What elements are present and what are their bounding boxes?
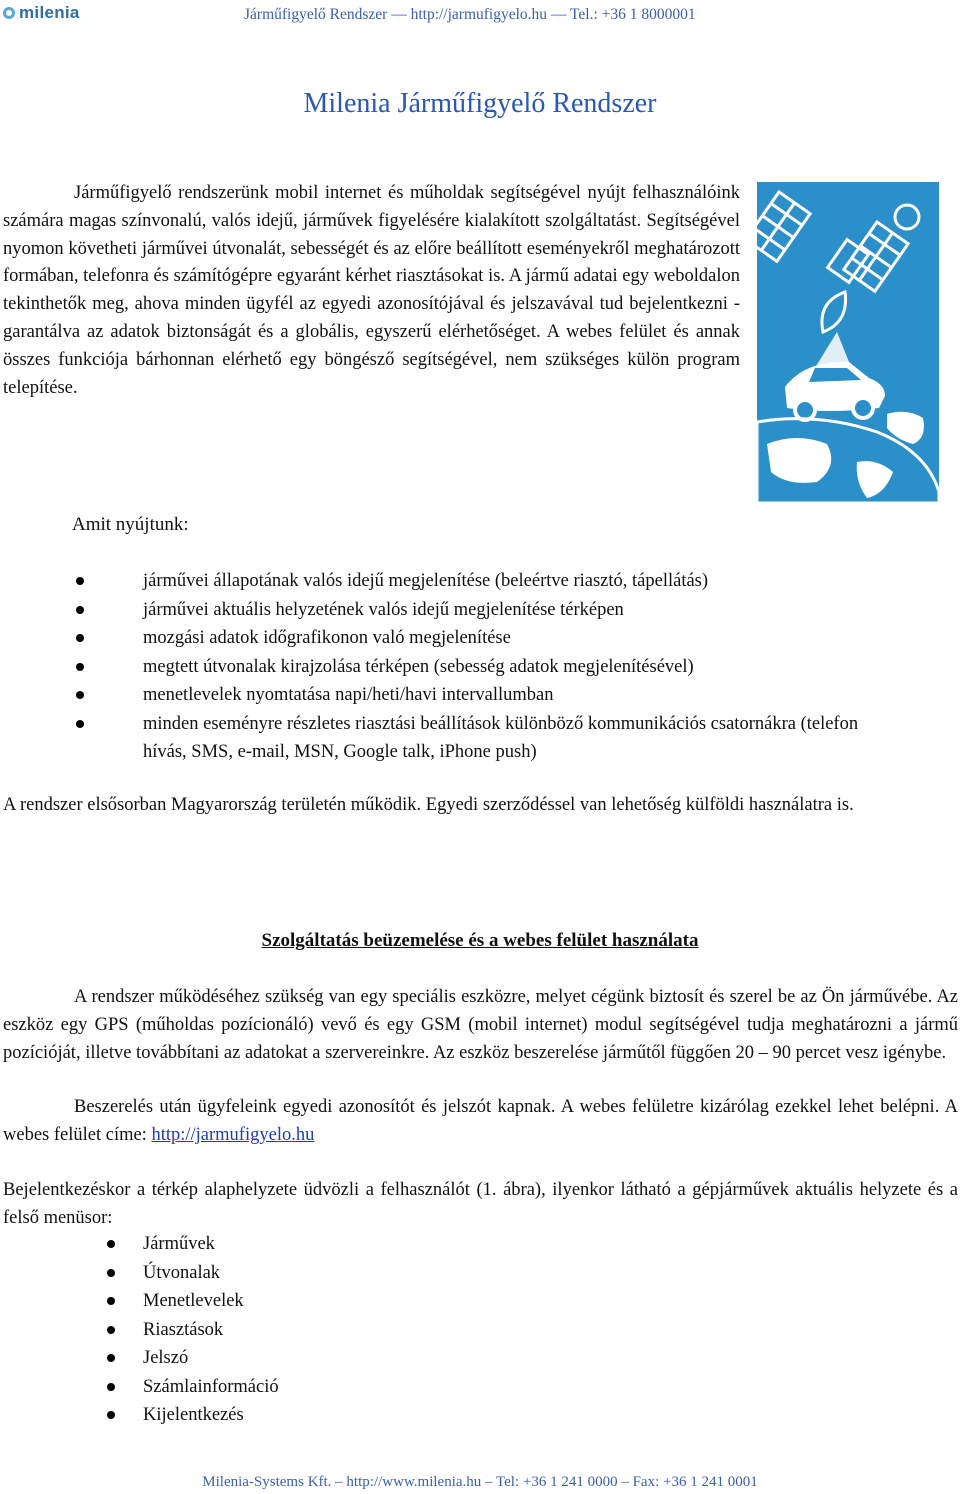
list-item	[143, 1316, 543, 1345]
logo	[2, 2, 80, 24]
offers-list	[143, 567, 883, 767]
bullet-icon	[76, 663, 84, 671]
list-item-text: Számlainformáció	[143, 1376, 279, 1397]
bullet-icon	[107, 1383, 115, 1391]
list-item	[143, 1259, 543, 1288]
logo-text: milenia	[19, 3, 80, 22]
list-item-text: Járművek	[143, 1234, 215, 1254]
list-item	[143, 624, 883, 653]
bullet-icon	[76, 577, 84, 585]
running-head: Járműfigyelő Rendszer — http://jarmufigyelo.hu — Tel.: +36 1 8000001	[244, 6, 696, 23]
installation-paragraph	[3, 984, 958, 1067]
list-item-text: Útvonalak	[143, 1262, 221, 1283]
list-item-text: Menetlevelek	[143, 1291, 244, 1311]
bullet-icon	[76, 720, 84, 728]
bullet-icon	[107, 1411, 115, 1419]
bullet-icon	[107, 1269, 115, 1277]
bullet-icon	[76, 634, 84, 642]
intro-paragraph	[3, 180, 740, 402]
list-item-text: mozgási adatok időgrafikonon való megjelenítése	[143, 628, 511, 648]
coverage-paragraph: A rendszer elsősorban Magyarország területén működik. Egyedi szerződéssel van lehetőség külföldi használatra is.	[3, 795, 854, 815]
list-item-text: járművei állapotának valós idejű megjelenítése (beleértve riasztó, tápellátás)	[143, 571, 709, 591]
bullet-icon	[107, 1297, 115, 1305]
list-item-text: menetlevelek nyomtatása napi/heti/havi intervallumban	[143, 685, 554, 705]
list-item	[143, 710, 883, 767]
list-item	[143, 1373, 543, 1402]
list-item	[143, 567, 883, 596]
bullet-icon	[107, 1326, 115, 1334]
section-heading: Szolgáltatás beüzemelése és a webes felület használata	[261, 930, 699, 951]
footer: Milenia-Systems Kft. – http://www.milenia.hu – Tel: +36 1 241 0000 – Fax: +36 1 241 0001	[202, 1474, 758, 1490]
menu-list	[143, 1230, 543, 1430]
login-text: Beszerelés után ügyfeleink egyedi azonosítót és jelszót kapnak. A webes felületre kizárólag ezekkel lehet belépni. A webes felület címe:	[3, 1097, 958, 1145]
offers-heading: Amit nyújtunk:	[72, 514, 189, 535]
list-item	[143, 596, 883, 625]
list-item-text: minden eseményre részletes riasztási beállítások különböző kommunikációs csatornákra (telefon hívás, SMS, e-mail, MSN, Google talk, iPhone push)	[143, 713, 859, 762]
list-item-text: megtett útvonalak kirajzolása térképen (sebesség adatok megjelenítésével)	[143, 656, 694, 677]
list-item	[143, 653, 883, 682]
list-item-text: Jelszó	[143, 1348, 189, 1368]
list-item	[143, 1287, 543, 1316]
bullet-icon	[107, 1240, 115, 1248]
list-item	[143, 1230, 543, 1259]
page-title: Milenia Járműfigyelő Rendszer	[303, 88, 657, 119]
bullet-icon	[76, 691, 84, 699]
satellite-car-icon	[757, 182, 939, 503]
list-item	[143, 681, 883, 710]
intro-text: Járműfigyelő rendszerünk mobil internet és műholdak segítségével nyújt felhasználóink számára magas színvonalú, valós idejű, járművek figyelésére kialakított szolgáltatást. Segítségével nyomon követheti járművei útvonalát, sebességét és az előre beállított eseményekről meghatározott formában, telefonra és számítógépre egyaránt kérhet riasztásokat is. A jármű adatai egy weboldalon tekinthetők meg, ahova minden ügyfél az egyedi azonosítójával és jelszavával tud bejelentkezni - garantálva az adatok biztonságát és a globális, egyszerű elérhetőséget. A webes felület és annak összes funkciója bárhonnan elérhető egy böngésző segítségével, nem szükséges külön program telepítése.	[3, 183, 740, 398]
list-item	[143, 1344, 543, 1373]
hero-illustration	[757, 182, 939, 503]
bullet-icon	[76, 606, 84, 614]
list-item-text: Kijelentkezés	[143, 1405, 244, 1425]
login-paragraph	[3, 1094, 958, 1150]
list-item-text: járművei aktuális helyzetének valós idejű megjelenítése térképen	[143, 599, 624, 620]
list-item	[143, 1401, 543, 1430]
installation-text: A rendszer működéséhez szükség van egy speciális eszközre, melyet cégünk biztosít és szerel be az Ön járművébe. Az eszköz egy GPS (műholdas pozícionáló) vevő és egy GSM (mobil internet) modul segítségével tudja meghatározni a jármű pozícióját, illetve továbbítani az adatokat a szervereinkre. Az eszköz beszerelése járműtől függően 20 – 90 percet vesz igénybe.	[3, 987, 958, 1063]
menu-intro-paragraph: Bejelentkezéskor a térkép alaphelyzete üdvözli a felhasználót (1. ábra), ilyenkor látható a gépjárművek aktuális helyzete és a felső menüsor:	[3, 1180, 958, 1228]
bullet-icon	[107, 1354, 115, 1362]
logo-mark-icon	[2, 6, 16, 20]
web-address-link[interactable]: http://jarmufigyelo.hu	[151, 1124, 315, 1145]
list-item-text: Riasztások	[143, 1319, 224, 1340]
